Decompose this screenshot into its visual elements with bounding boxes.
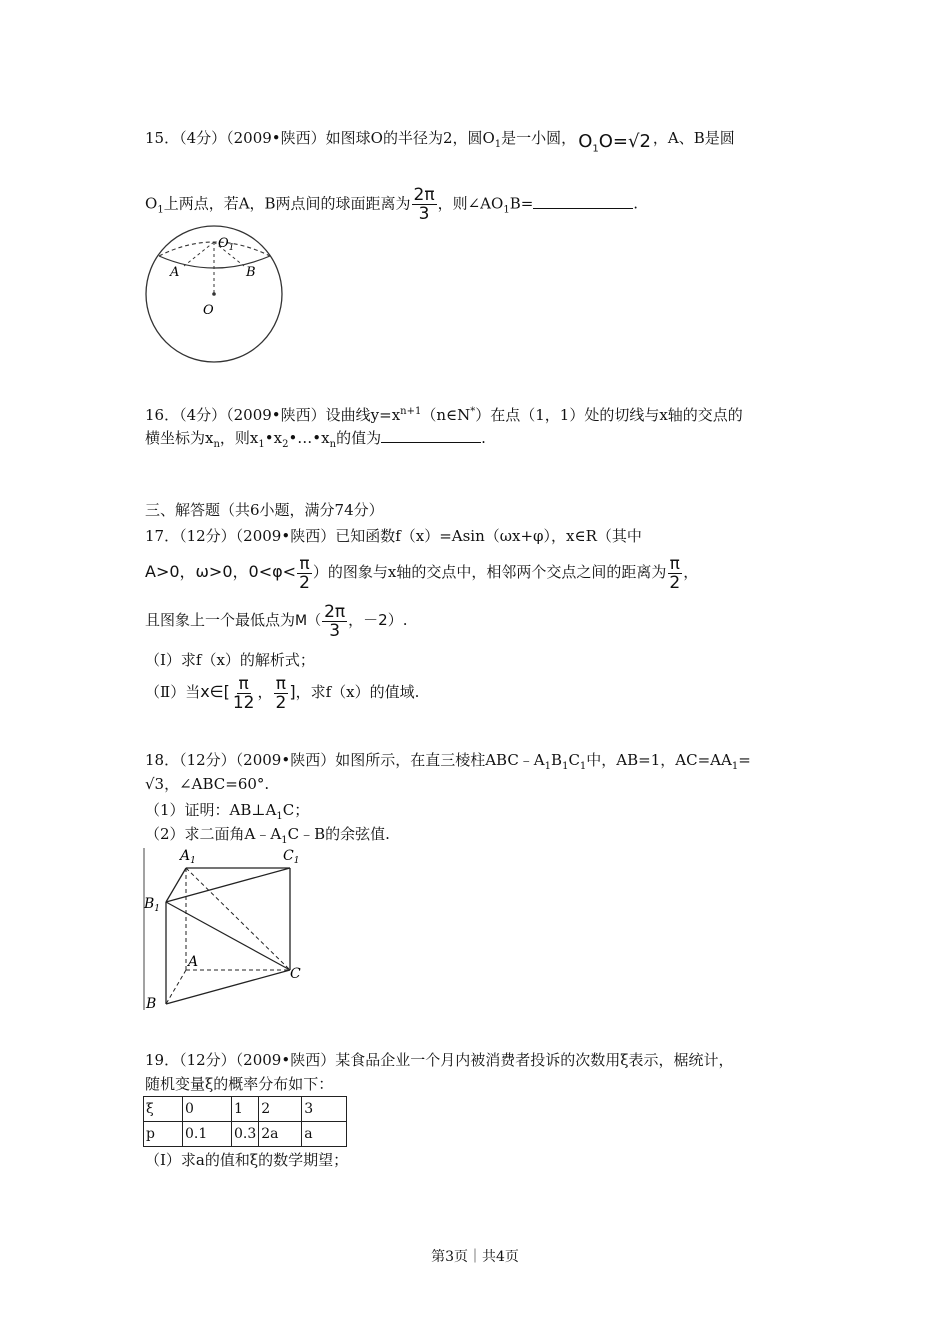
q19-line1: 19．（12分）（2009•陕西）某食品企业一个月内被消费者投诉的次数用ξ表示，椐统计，: [145, 1051, 734, 1069]
q17-line3: 且图象上一个最低点为M（ $\frac{2\pi}{3}$ ，－2）.: [145, 601, 408, 641]
q18-line2: √3，∠ABC=60°.: [145, 775, 270, 793]
page-footer: 第3页｜共4页: [431, 1249, 519, 1265]
q19-part1: （Ⅰ）求a的值和ξ的数学期望；: [145, 1151, 349, 1169]
q17-part1: （Ⅰ）求f（x）的解析式；: [145, 651, 315, 669]
label-b: B: [246, 265, 256, 280]
label-b1: $B_1$: [144, 896, 161, 914]
q17-line1: 17．（12分）（2009•陕西）已知函数f（x）=Asin（ωx+φ），x∈R（其中: [145, 527, 642, 545]
label-a: A: [170, 265, 180, 280]
table-cell: 3: [302, 1097, 347, 1122]
table-cell: 1: [232, 1097, 259, 1122]
q15-line1: 15．（4分）（2009•陕西）如图球O的半径为2，圆$O_1$是一小圆， $O_1O=√2$ ，A、B是圆: [145, 129, 735, 155]
table-cell: ξ: [144, 1097, 183, 1122]
q18-line1: 18．（12分）（2009•陕西）如图所示，在直三棱柱$ABC﹣A_1B_1C_1$中，AB=1，$AC=AA_1=$: [145, 751, 751, 772]
table-cell: 2: [259, 1097, 302, 1122]
table-cell: 0: [183, 1097, 232, 1122]
sphere-figure: [140, 222, 290, 367]
label-c: C: [290, 966, 301, 982]
table-cell: 0.1: [183, 1122, 232, 1147]
answer-blank: [381, 428, 481, 443]
q16-line1: 16．（4分）（2009•陕西）设曲线$y=x^{n+1}(n\in N^*)$在点（1，1）处的切线与x轴的交点的: [145, 406, 743, 424]
section-heading: 三、解答题（共6小题，满分74分）: [145, 501, 384, 519]
table-cell: 0.3: [232, 1122, 259, 1147]
label-o1: $O_1$: [218, 236, 235, 253]
probability-table: [143, 1096, 347, 1147]
prism-figure: [140, 844, 315, 1014]
label-o: O: [203, 303, 214, 318]
q16-line2: 横坐标为$x_n$，则$x_1•x_2•\dots•x_n$的值为 .: [145, 429, 486, 450]
table-row: [144, 1122, 347, 1147]
q19-line2: 随机变量ξ的概率分布如下：: [145, 1075, 334, 1093]
table-cell: 2a: [259, 1122, 302, 1147]
q18-part2: （2）求二面角$A﹣A_1C﹣B$的余弦值.: [145, 825, 390, 846]
table-row: [144, 1097, 347, 1122]
label-a: A: [188, 954, 199, 970]
label-c1: $C_1$: [283, 848, 300, 866]
label-b: B: [146, 996, 157, 1012]
q17-line2: A>0，ω>0，0<φ< $\frac{\pi}{2}$ ）的图象与x轴的交点中，相邻两个交点之间的距离为 $\frac{\pi}{2}$ ，: [145, 553, 699, 593]
answer-blank: [533, 194, 633, 209]
label-a1: $A_1$: [180, 848, 196, 866]
q18-part1: （1）证明：$AB\perp A_1C$；: [145, 801, 310, 822]
q17-part2: （Ⅱ）当x∈[ $\frac{\pi}{12}$ ， $\frac{\pi}{2}$ ]，求f（x）的值域.: [145, 673, 420, 713]
q15-line2: $O_1$上两点，若A，B两点间的球面距离为 $\frac{2\pi}{3}$ ，则$\angle AO_1B=$ .: [145, 185, 639, 224]
table-cell: a: [302, 1122, 347, 1147]
table-cell: p: [144, 1122, 183, 1147]
